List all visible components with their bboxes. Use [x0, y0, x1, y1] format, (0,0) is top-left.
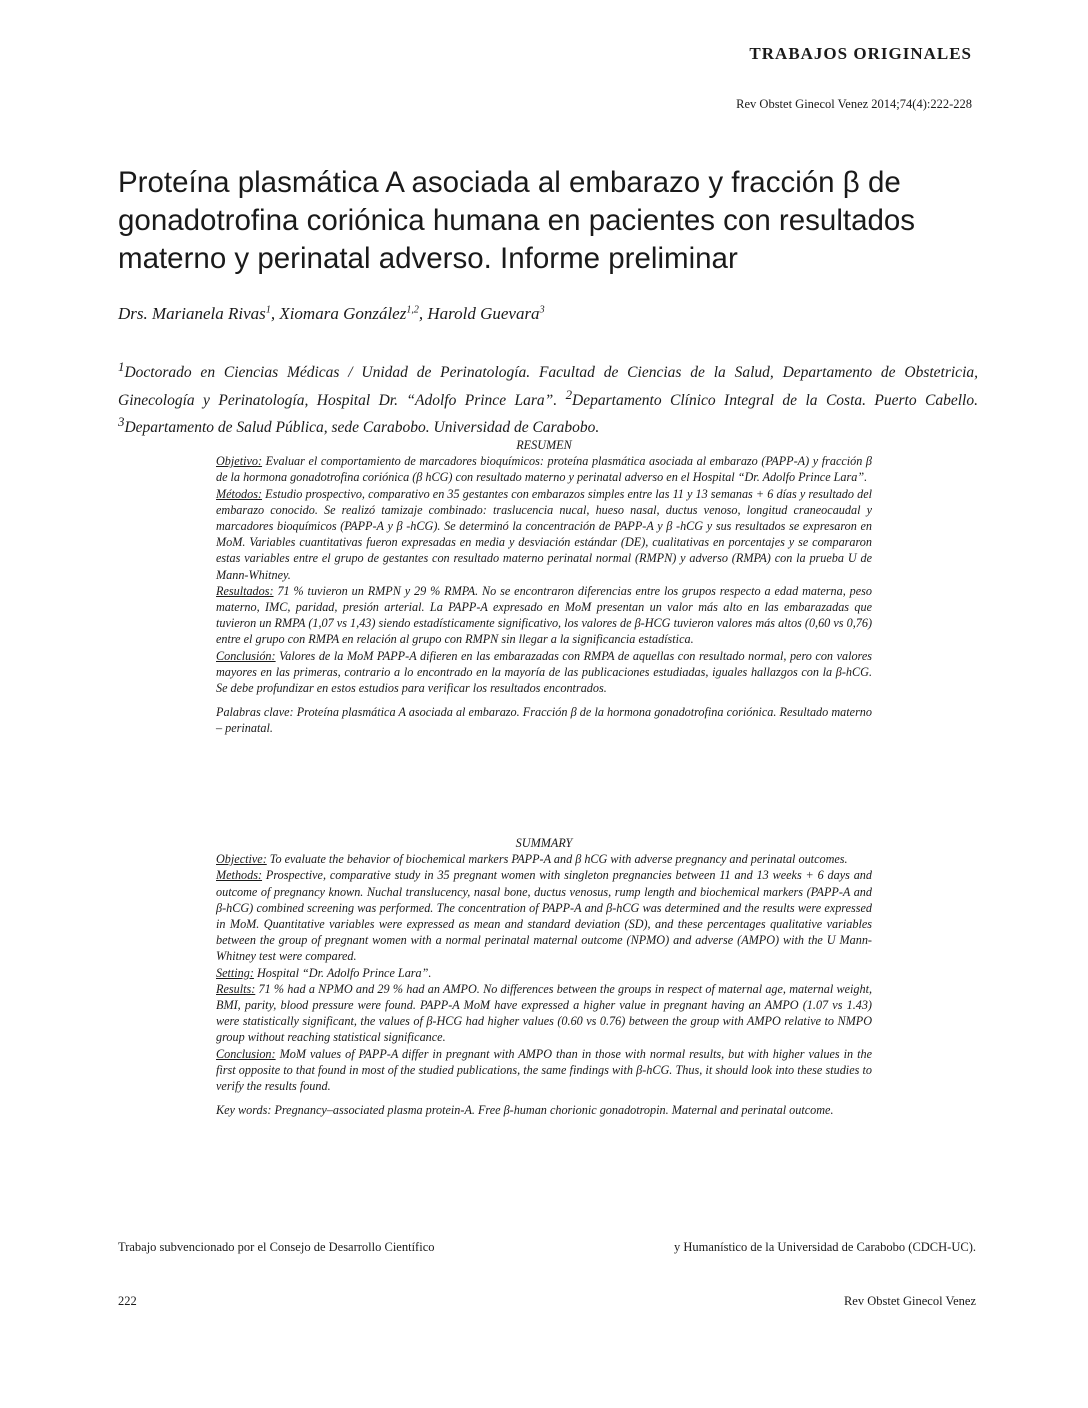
page-footer [118, 1294, 976, 1309]
conclusion-label: Conclusion: [216, 1046, 276, 1061]
objective-text: To evaluate the behavior of biochemical markers PAPP-A and β hCG with adverse pregnancy and perinatal outcomes. [266, 852, 848, 867]
results-label: Results: [216, 981, 256, 996]
results-text: 71 % had a NPMO and 29 % had an AMPO. No differences between the groups in respect of maternal age, maternal weight, BMI, parity, blood pressure were found. PAPP-A MoM have expressed a higher value in pregnant having an AMPO (1.07 vs 1.43) were statistically significant, the values of β-HCG had higher values (0.60 vs 0.76) between the group with AMPO relative to NMPO group without reaching statistical significance. [216, 981, 872, 1045]
article-title: Proteína plasmática A asociada al embarazo y fracción β de gonadotrofina coriónica humana en pacientes con resultados materno y perinatal adverso. Informe preliminar [118, 166, 916, 275]
methods-label: Methods: [216, 868, 263, 883]
resumen-conclusion [216, 648, 872, 697]
resumen-heading: RESUMEN [516, 438, 572, 452]
key-words: Key words: Pregnancy–associated plasma protein-A. Free β-human chorionic gonadotropin. Maternal and perinatal outcome. [216, 1103, 834, 1118]
resultados-label: Resultados: [216, 583, 274, 598]
resultados-text: 71 % tuvieron un RMPN y 29 % RMPA. No se encontraron diferencias entre los grupos respecto a edad materna, peso materno, IMC, paridad, presión arterial. La PAPP-A expresado en MoM presentan un valor más alto en las embarazadas que tuvieron un RMPA (1,07 vs 1,43) siendo estadísticamente significativo, los valores de β-HCG tuvieron valores más altos (0,60 vs 0,76) entre el grupo con RMPA en relación al grupo con RMPN sin llegar a la significancia estadística. [216, 583, 872, 647]
objetivo-label: Objetivo: [216, 454, 263, 469]
authors [118, 304, 545, 324]
affiliation-text: Departamento de Salud Pública, sede Carabobo. Universidad de Carabobo. [124, 419, 600, 437]
resumen-abstract [216, 437, 872, 737]
author-affiliation-mark: 1,2 [406, 304, 419, 316]
affiliations [118, 356, 978, 439]
footnote-right: y Humanístico de la Universidad de Carabobo (CDCH-UC). [673, 1240, 976, 1254]
summary-methods [216, 867, 872, 964]
affiliation-text: Doctorado en Ciencias Médicas / Unidad de Perinatología. Facultad de Ciencias de la Salud, Departamento de Obstetricia, Ginecología y Perinatología, Hospital Dr. “Adolfo Prince Lara”. [118, 364, 978, 409]
authors-prefix: Drs. [118, 304, 153, 323]
setting-label: Setting: [216, 965, 254, 980]
journal-citation: Rev Obstet Ginecol Venez 2014;74(4):222-228 [736, 97, 972, 111]
author-affiliation-mark: 1 [265, 304, 271, 316]
metodos-label: Métodos: [216, 486, 263, 501]
author-separator: , [270, 304, 280, 323]
resumen-metodos [216, 486, 872, 583]
author-name: Harold Guevara [427, 304, 540, 323]
methods-text: Prospective, comparative study in 35 pregnant women with singleton pregnancies between 11 and 13 weeks + 6 days and outcome of pregnancy known. Nuchal translucency, nasal bone, ductus venosus, rump length and biochemical markers (PAPP-A and β-hCG) combined screening was performed. The concentration of PAPP-A and β-hCG was determined and the results were expressed in MoM. Quantitative variables were expressed as mean and standard deviation (SD), and these percentages qualitative variables between the group of pregnant women with a normal perinatal maternal outcome (NPMO) and adverse (AMPO) with the U Mann-Whitney test were compared. [216, 868, 872, 964]
author-affiliation-mark: 3 [539, 304, 545, 316]
summary-setting [216, 965, 872, 981]
affiliation-text: Departamento Clínico Integral de la Costa. Puerto Cabello. [572, 391, 978, 409]
spacer [216, 696, 872, 704]
summary-conclusion [216, 1046, 872, 1095]
author-name: Marianela Rivas [152, 304, 266, 323]
conclusion-text: Valores de la MoM PAPP-A difieren en las embarazadas con RMPA de aquellas con resultado normal, pero con valores mayores en las primeras, contrario a lo encontrado en la mayoría de las publicaciones estudiadas, iguales hallazgos con la β-hCG. Se debe profundizar en estos estudios para verificar los resultados encontrados. [216, 648, 872, 696]
footnote-left: Trabajo subvencionado por el Consejo de Desarrollo Científico [118, 1240, 435, 1254]
page-number: 222 [118, 1294, 137, 1308]
affiliation-mark: 1 [118, 359, 125, 374]
resumen-resultados [216, 583, 872, 648]
summary-objective [216, 851, 872, 867]
objetivo-text: Evaluar el comportamiento de marcadores bioquímicos: proteína plasmática asociada al embarazo (PAPP-A) y fracción β de la hormona gonadotrofina coriónica (β hCG) con resultado materno y perinatal adverso en el Hospital “Dr. Adolfo Prince Lara”. [216, 454, 872, 485]
author-name: Xiomara González [279, 304, 407, 323]
conclusion-label: Conclusión: [216, 648, 276, 663]
affiliation-mark: 2 [565, 386, 573, 402]
conclusion-text: MoM values of PAPP-A differ in pregnant with AMPO than in those with normal results, but with higher values in the first opposite to that found in most of the studied publications, the same findings with β-hCG. Thus, it should look into these studies to verify the results found. [216, 1046, 872, 1094]
spacer [216, 1094, 872, 1102]
footer-journal: Rev Obstet Ginecol Venez [843, 1294, 976, 1308]
summary-abstract [216, 835, 872, 1118]
section-label: TRABAJOS ORIGINALES [749, 44, 972, 63]
resumen-objetivo [216, 453, 872, 485]
objective-label: Objective: [216, 852, 267, 867]
palabras-clave: Palabras clave: Proteína plasmática A asociada al embarazo. Fracción β de la hormona gonadotrofina coriónica. Resultado materno – perinatal. [216, 705, 872, 736]
funding-footnote [118, 1240, 976, 1255]
metodos-text: Estudio prospectivo, comparativo en 35 gestantes con embarazos simples entre las 11 y 13 semanas + 6 días y resultado del embarazo conocido. Se realizó tamizaje combinado: traslucencia nucal, hueso nasal, ductus venoso, longitud craneocaudal y marcadores bioquímicos (PAPP-A y β -hCG). Se determinó la concentración de PAPP-A y β -hCG y sus resultados se expresaron en MoM. Variables cuantitativas fueron expresadas en media y desviación estándar (DE), cualitativas en porcentajes y se compararon estas variables entre el grupo de gestantes con resultado materno perinatal normal (RMPN) y adverso (RMPA) con la prueba U de Mann-Whitney. [216, 486, 872, 582]
summary-heading: SUMMARY [515, 836, 573, 850]
affiliation-mark: 3 [118, 414, 125, 430]
setting-text: Hospital “Dr. Adolfo Prince Lara”. [253, 965, 432, 980]
summary-results [216, 981, 872, 1046]
author-separator: , [418, 304, 428, 323]
